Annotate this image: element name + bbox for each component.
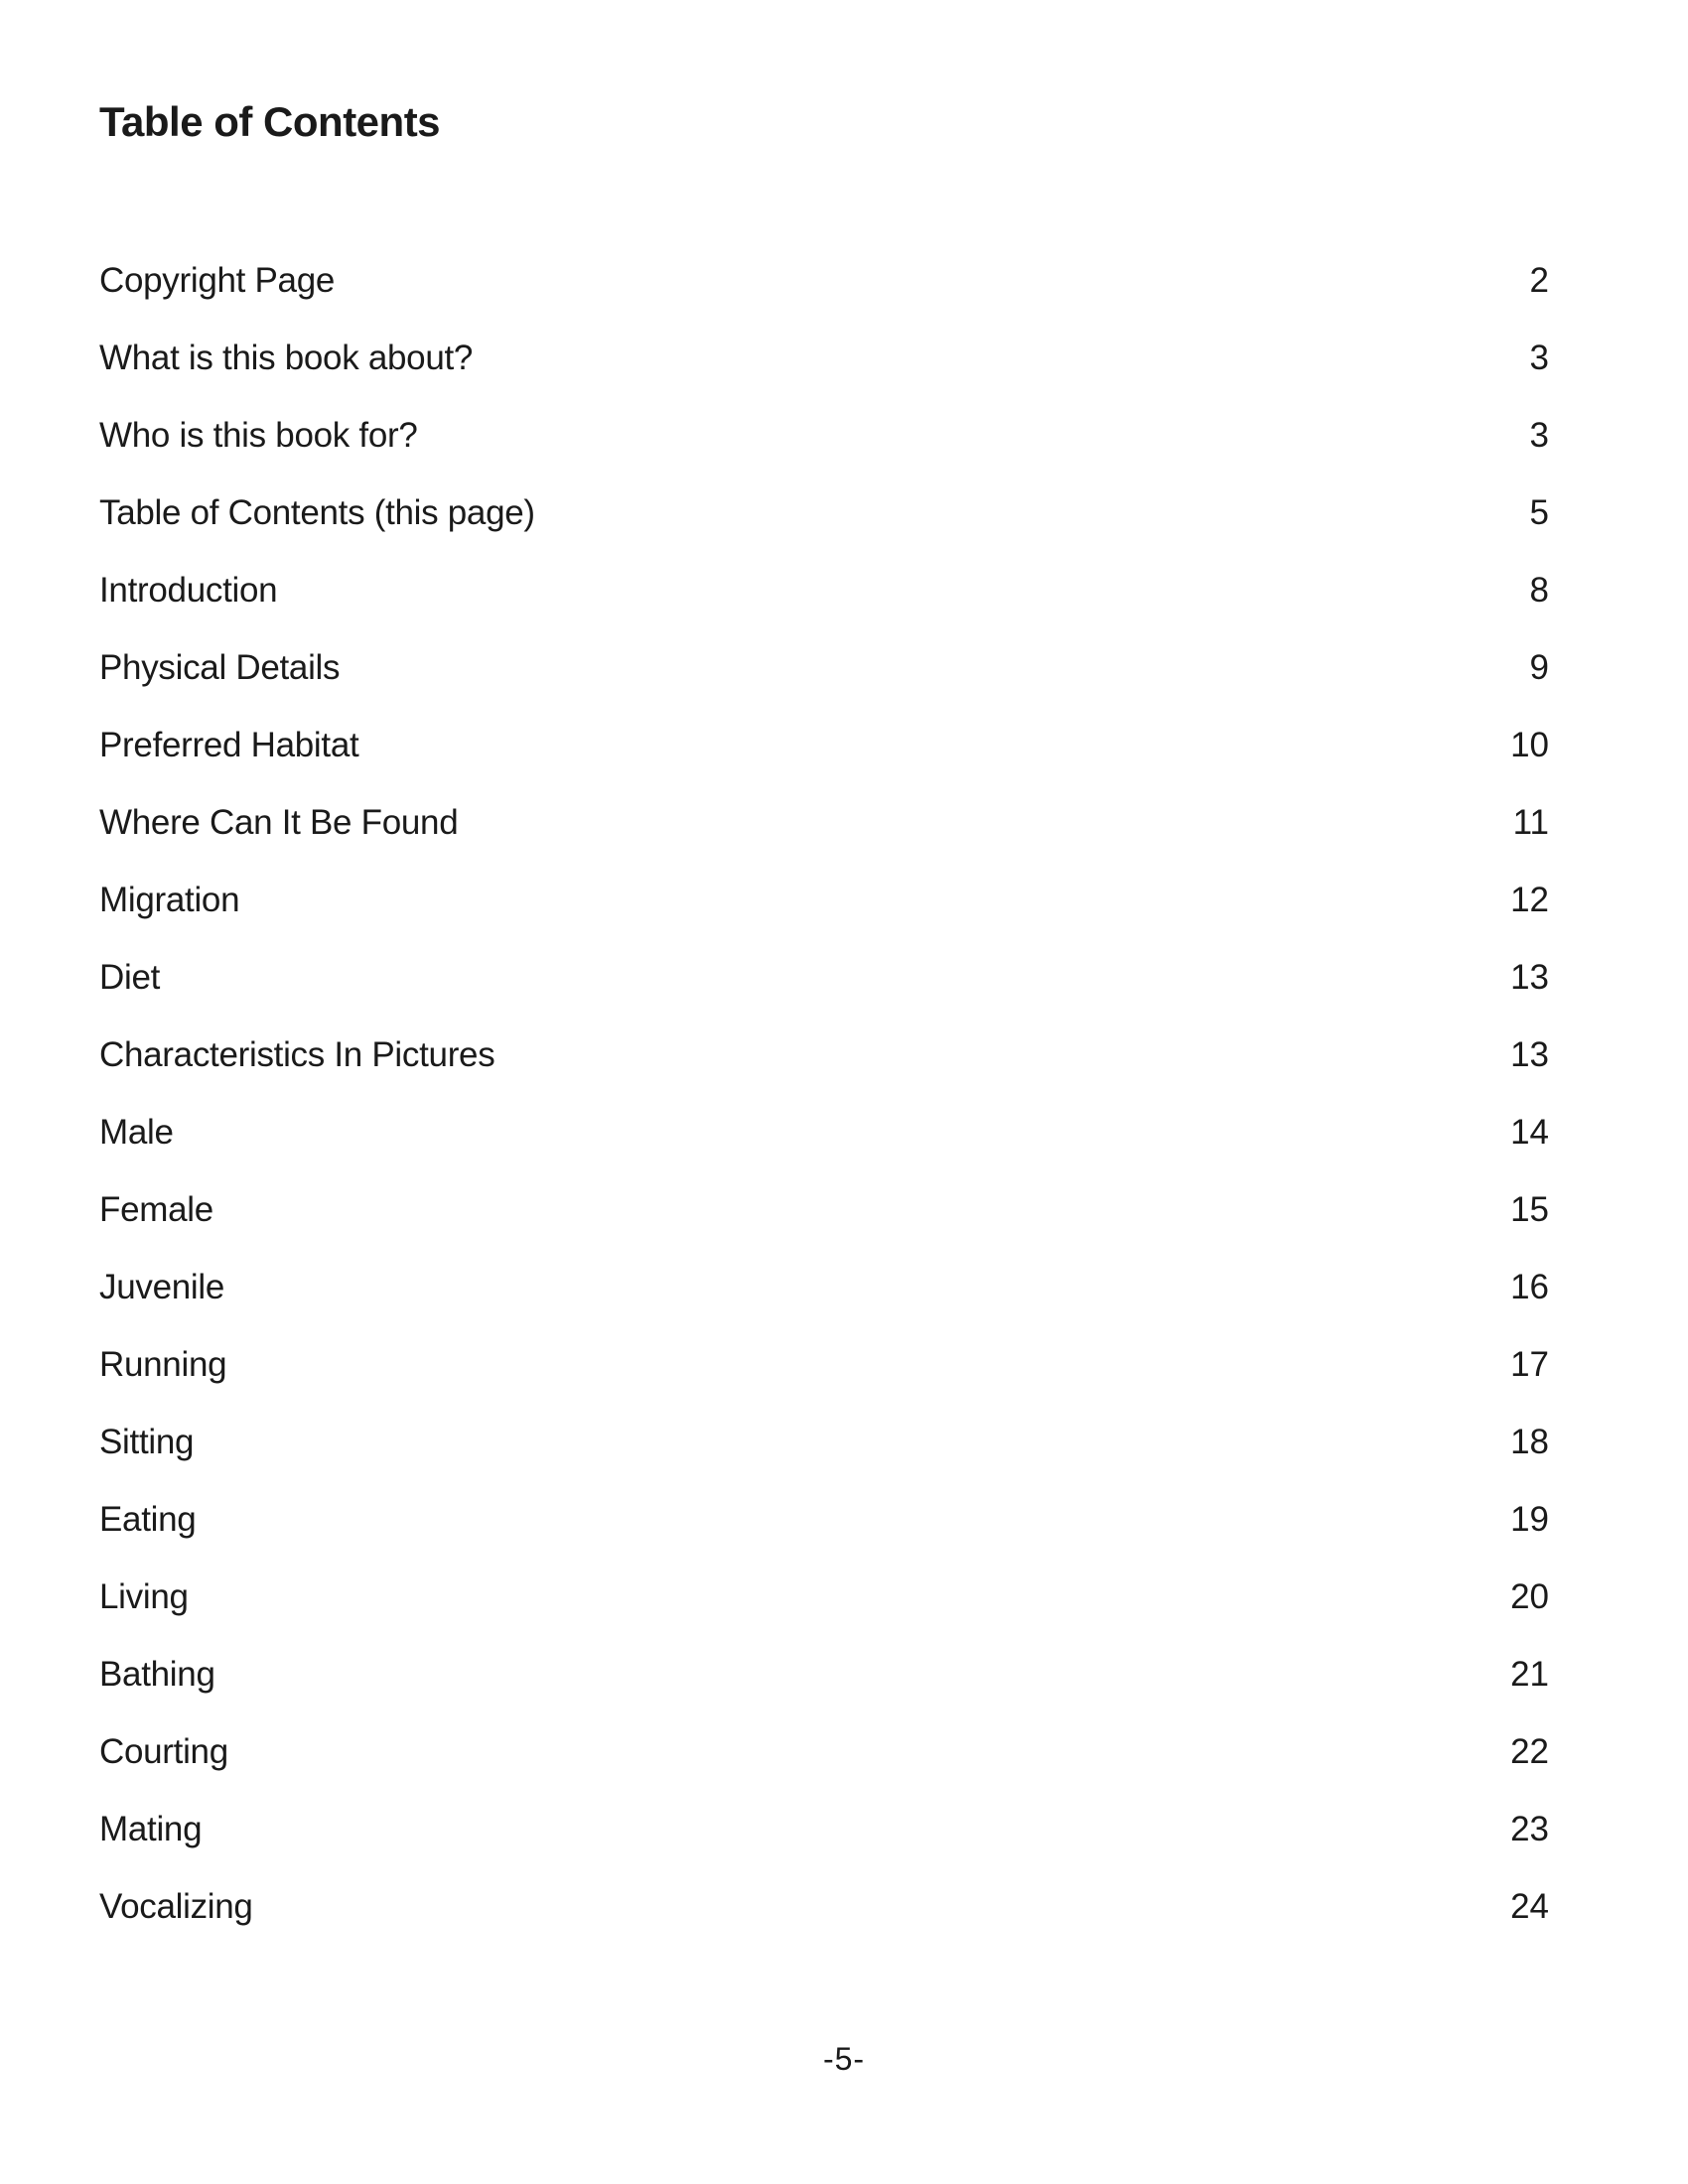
- toc-row: [99, 1326, 1549, 1404]
- toc-entry-label: Courting: [99, 1732, 228, 1772]
- toc-entry-label: Running: [99, 1345, 227, 1385]
- toc-entry-page-number: 11: [1512, 803, 1549, 843]
- toc-entry-label: Migration: [99, 881, 240, 920]
- toc-entry-label: Who is this book for?: [99, 416, 418, 456]
- toc-entry-page-number: 23: [1510, 1810, 1549, 1849]
- toc-entry-label: Preferred Habitat: [99, 726, 359, 765]
- toc-entry-page-number: 22: [1510, 1732, 1549, 1772]
- toc-row: [99, 320, 1549, 397]
- toc-row: [99, 939, 1549, 1017]
- page-title: Table of Contents: [99, 98, 441, 145]
- toc-row: [99, 1636, 1549, 1713]
- toc-entry-page-number: 13: [1510, 958, 1549, 998]
- toc-entry-page-number: 16: [1510, 1268, 1549, 1307]
- toc-entry-page-number: 20: [1510, 1577, 1549, 1617]
- toc-entry-label: Female: [99, 1190, 213, 1230]
- toc-entry-page-number: 13: [1510, 1035, 1549, 1075]
- toc-entry-label: Sitting: [99, 1423, 195, 1462]
- toc-entry-label: Physical Details: [99, 648, 341, 688]
- toc-entry-label: Where Can It Be Found: [99, 803, 459, 843]
- toc-entry-label: Living: [99, 1577, 189, 1617]
- toc-entry-label: Juvenile: [99, 1268, 225, 1307]
- toc-entry-label: Characteristics In Pictures: [99, 1035, 495, 1075]
- toc-row: [99, 475, 1549, 552]
- toc-entry-label: Diet: [99, 958, 161, 998]
- toc-row: [99, 1791, 1549, 1868]
- toc-row: [99, 552, 1549, 629]
- toc-entry-page-number: 17: [1510, 1345, 1549, 1385]
- toc-entry-label: Copyright Page: [99, 261, 336, 301]
- toc-entry-page-number: 18: [1510, 1423, 1549, 1462]
- toc-entry-page-number: 14: [1510, 1113, 1549, 1153]
- toc-row: [99, 1249, 1549, 1326]
- toc-row: [99, 862, 1549, 939]
- toc-entry-page-number: 5: [1529, 493, 1549, 533]
- toc-row: [99, 1559, 1549, 1636]
- toc-entry-page-number: 15: [1510, 1190, 1549, 1230]
- toc-row: [99, 784, 1549, 862]
- toc-row: [99, 397, 1549, 475]
- toc-entry-label: Eating: [99, 1500, 197, 1540]
- toc-entry-page-number: 19: [1510, 1500, 1549, 1540]
- toc-entry-page-number: 3: [1529, 416, 1549, 456]
- toc-entry-page-number: 9: [1529, 648, 1549, 688]
- toc-entry-label: Table of Contents (this page): [99, 493, 535, 533]
- toc-row: [99, 1094, 1549, 1171]
- toc-row: [99, 242, 1549, 320]
- toc-row: [99, 629, 1549, 707]
- toc-entry-label: Introduction: [99, 571, 278, 611]
- toc-row: [99, 1868, 1549, 1946]
- toc-row: [99, 707, 1549, 784]
- toc-entry-page-number: 3: [1529, 339, 1549, 378]
- toc-entry-page-number: 10: [1510, 726, 1549, 765]
- toc-list: [99, 242, 1549, 1946]
- toc-entry-page-number: 2: [1529, 261, 1549, 301]
- toc-entry-label: Bathing: [99, 1655, 215, 1695]
- toc-entry-label: What is this book about?: [99, 339, 474, 378]
- toc-entry-page-number: 8: [1529, 571, 1549, 611]
- toc-row: [99, 1171, 1549, 1249]
- toc-entry-page-number: 24: [1510, 1887, 1549, 1927]
- toc-row: [99, 1713, 1549, 1791]
- toc-entry-label: Vocalizing: [99, 1887, 253, 1927]
- toc-entry-label: Mating: [99, 1810, 203, 1849]
- toc-row: [99, 1481, 1549, 1559]
- page-number-footer: -5-: [822, 2041, 866, 2077]
- toc-entry-label: Male: [99, 1113, 174, 1153]
- toc-entry-page-number: 21: [1510, 1655, 1549, 1695]
- toc-row: [99, 1017, 1549, 1094]
- toc-row: [99, 1404, 1549, 1481]
- toc-entry-page-number: 12: [1510, 881, 1549, 920]
